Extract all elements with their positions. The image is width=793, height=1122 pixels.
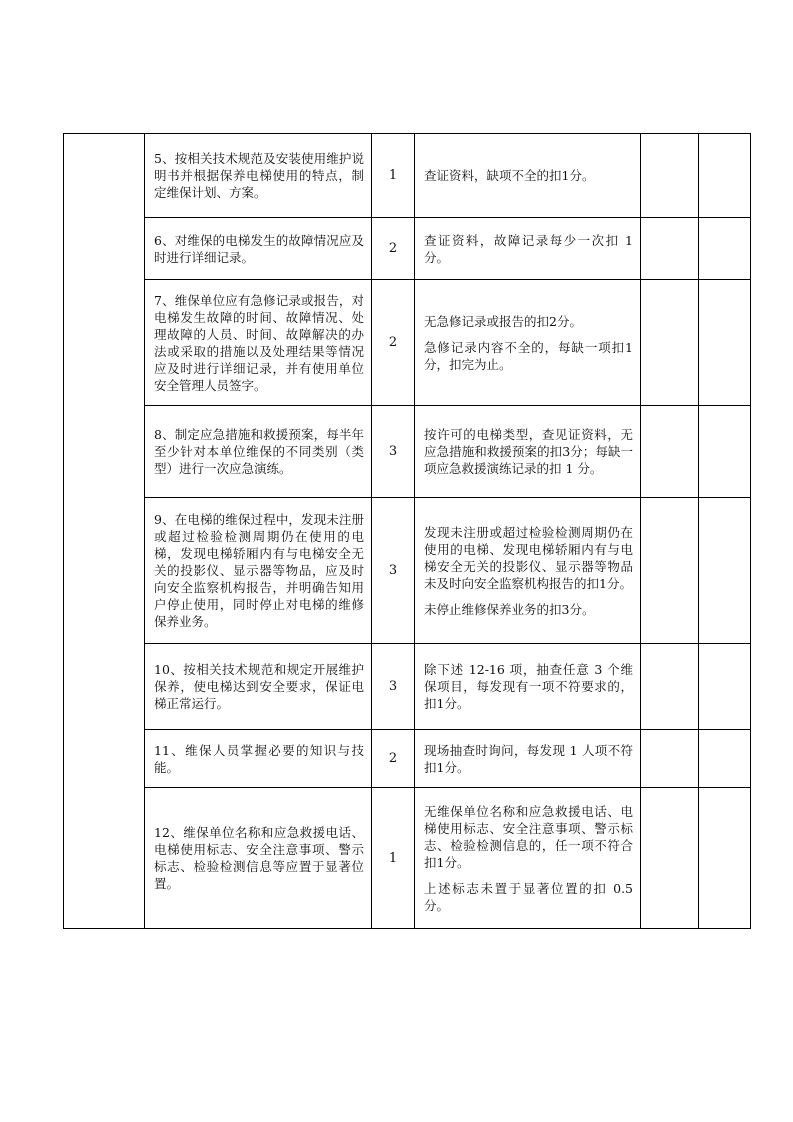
method-text: 发现未注册或超过检验检测周期仍在使用的电梯、发现电梯轿厢内有与电梯安全无关的投影仪、显示器等物品未及时向安全监察机构报告的扣1分。 <box>424 524 633 591</box>
score-cell: 2 <box>372 730 415 788</box>
method-text: 急修记录内容不全的，每缺一项扣1分，扣完为止。 <box>424 339 633 372</box>
requirement-cell: 5、按相关技术规范及安装使用维护说明书并根据保养电梯使用的特点，制定维保计划、方案。 <box>145 134 372 218</box>
score-cell: 3 <box>372 406 415 498</box>
method-text: 无维保单位名称和应急救援电话、电梯使用标志、安全注意事项、警示标志、检验检测信息的，任一项不符合扣1分。 <box>424 803 633 870</box>
requirement-cell: 8、制定应急措施和救援预案，每半年至少针对本单位维保的不同类别（类型）进行一次应急演练。 <box>145 406 372 498</box>
score-cell: 2 <box>372 280 415 406</box>
deduction-cell <box>641 134 699 218</box>
method-cell <box>415 644 641 730</box>
method-text: 上述标志未置于显著位置的扣 0.5 分。 <box>424 880 633 913</box>
requirement-cell: 9、在电梯的维保过程中，发现未注册或超过检验检测周期仍在使用的电梯，发现电梯轿厢内有与电梯安全无关的投影仪、显示器等物品，应及时向安全监察机构报告，并明确告知用户停止使用，同时停止对电梯的维修保养业务。 <box>145 498 372 644</box>
deduction-cell <box>641 406 699 498</box>
score-cell: 1 <box>372 134 415 218</box>
table-row <box>64 730 751 788</box>
remark-cell <box>699 280 751 406</box>
remark-cell <box>699 730 751 788</box>
method-cell <box>415 218 641 280</box>
deduction-cell <box>641 730 699 788</box>
method-cell <box>415 730 641 788</box>
deduction-cell <box>641 280 699 406</box>
evaluation-table <box>63 133 751 929</box>
remark-cell <box>699 644 751 730</box>
method-text: 现场抽查时询问，每发现 1 人项不符扣1分。 <box>424 742 633 775</box>
score-cell: 3 <box>372 498 415 644</box>
table-body <box>64 134 751 929</box>
method-cell <box>415 788 641 929</box>
table-row <box>64 218 751 280</box>
deduction-cell <box>641 498 699 644</box>
method-cell <box>415 498 641 644</box>
remark-cell <box>699 218 751 280</box>
table-row <box>64 788 751 929</box>
score-cell: 2 <box>372 218 415 280</box>
remark-cell <box>699 788 751 929</box>
category-cell <box>64 134 145 929</box>
remark-cell <box>699 498 751 644</box>
method-text: 未停止维修保养业务的扣3分。 <box>424 601 595 617</box>
remark-cell <box>699 134 751 218</box>
deduction-cell <box>641 788 699 929</box>
method-text: 除下述 12-16 项，抽查任意 3 个维保项目，每发现有一项不符要求的，扣1分。 <box>424 662 633 711</box>
method-cell <box>415 406 641 498</box>
table-row <box>64 406 751 498</box>
method-text: 按许可的电梯类型，查见证资料，无应急措施和救援预案的扣3分；每缺一项应急救援演练记录的扣 1 分。 <box>424 427 633 476</box>
table-row <box>64 498 751 644</box>
requirement-cell: 11、维保人员掌握必要的知识与技能。 <box>145 730 372 788</box>
score-cell: 1 <box>372 788 415 929</box>
method-text: 查证资料，故障记录每少一次扣 1 分。 <box>424 232 633 265</box>
deduction-cell <box>641 218 699 280</box>
table-row <box>64 644 751 730</box>
requirement-cell: 12、维保单位名称和应急救援电话、电梯使用标志、安全注意事项、警示标志、检验检测信息等应置于显著位置。 <box>145 788 372 929</box>
requirement-cell: 6、对维保的电梯发生的故障情况应及时进行详细记录。 <box>145 218 372 280</box>
table-row <box>64 134 751 218</box>
method-text: 查证资料，缺项不全的扣1分。 <box>424 168 595 183</box>
requirement-cell: 10、按相关技术规范和规定开展维护保养，使电梯达到安全要求，保证电梯正常运行。 <box>145 644 372 730</box>
method-cell <box>415 134 641 218</box>
score-cell: 3 <box>372 644 415 730</box>
method-text: 无急修记录或报告的扣2分。 <box>424 313 582 329</box>
table-row <box>64 280 751 406</box>
requirement-cell: 7、维保单位应有急修记录或报告，对电梯发生故障的时间、故障情况、处理故障的人员、时间、故障解决的办法或采取的措施以及处理结果等情况应及时进行详细记录，并有使用单位安全管理人员签字。 <box>145 280 372 406</box>
remark-cell <box>699 406 751 498</box>
method-cell <box>415 280 641 406</box>
deduction-cell <box>641 644 699 730</box>
